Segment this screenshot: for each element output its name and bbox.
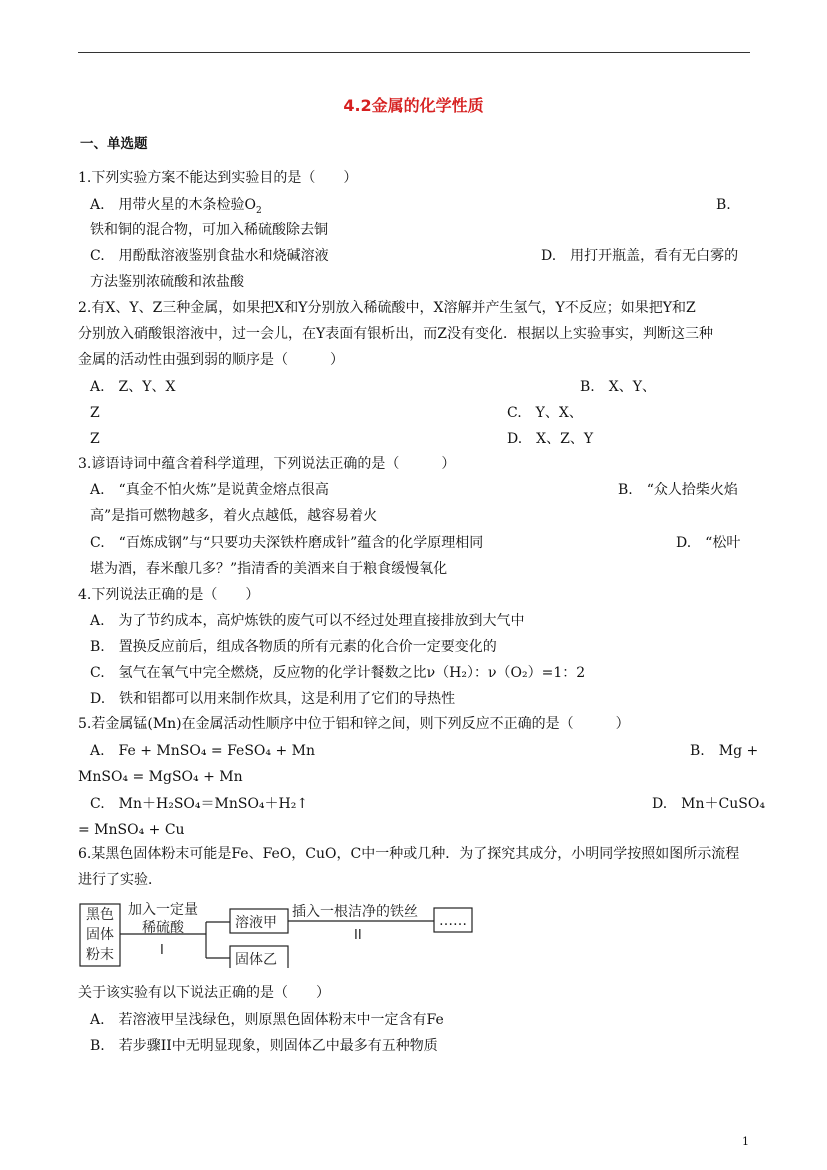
q2-stem-line2: 分别放入硝酸银溶液中，过一会儿，在Y表面有银析出，而Z没有变化．根据以上实验事实，判断这三种 (78, 326, 713, 342)
q3-option-b-cont: 高”是指可燃物越多，着火点越低，越容易着火 (90, 508, 378, 524)
q6-stem-line3: 关于该实验有以下说法正确的是（ ） (78, 985, 330, 1001)
q4-option-d: D. 铁和铝都可以用来制作炊具，这是利用了它们的导热性 (90, 691, 456, 707)
q4-option-a: A. 为了节约成本，高炉炼铁的废气可以不经过处理直接排放到大气中 (90, 613, 525, 629)
q3-option-c: C. “百炼成钢”与“只要功夫深铁杵磨成针”蕴含的化学原理相同 (90, 535, 484, 551)
q2-option-b-cont: Z (90, 405, 100, 421)
solid-b-label: 固体乙 (235, 952, 277, 968)
q2-option-b: B. X、Y、 (580, 379, 656, 395)
step1-reagent-line1: 加入一定量 (128, 902, 198, 918)
solution-a-label: 溶液甲 (235, 915, 277, 931)
q6-stem-line2: 进行了实验． (78, 872, 162, 888)
step2-number: II (354, 928, 362, 943)
box1-line3: 粉末 (86, 947, 114, 963)
q1-option-c: C. 用酚酞溶液鉴别食盐水和烧碱溶液 (90, 248, 329, 264)
q3-stem: 3.谚语诗词中蕴含着科学道理，下列说法正确的是（ ） (78, 456, 456, 472)
q1-option-d: D. 用打开瓶盖，看有无白雾的 (541, 248, 739, 264)
q6-option-b: B. 若步骤II中无明显现象，则固体乙中最多有五种物质 (90, 1038, 438, 1054)
q1-stem: 1.下列实验方案不能达到实验目的是（ ） (78, 170, 358, 186)
ellipsis-label: …… (439, 913, 467, 929)
q1-option-d-cont: 方法鉴别浓硫酸和浓盐酸 (90, 274, 244, 290)
q5-stem: 5.若金属锰(Mn)在金属活动性顺序中位于铝和锌之间，则下列反应不正确的是（ ） (78, 716, 630, 732)
page-title: 4.2金属的化学性质 (343, 96, 484, 115)
q4-stem: 4.下列说法正确的是（ ） (78, 587, 260, 603)
q2-option-a: A. Z、Y、X (90, 379, 176, 395)
box1-line1: 黑色 (86, 907, 114, 923)
q4-option-c: C. 氢气在氧气中完全燃烧，反应物的化学计餐数之比ν（H₂）：ν（O₂）=1：2 (90, 665, 586, 681)
q5-option-a: A. Fe + MnSO₄ = FeSO₄ + Mn (90, 743, 315, 759)
q3-option-d: D. “松叶 (676, 535, 741, 551)
q6-option-a: A. 若溶液甲呈浅绿色，则原黑色固体粉末中一定含有Fe (90, 1012, 444, 1028)
header-rule (78, 52, 750, 53)
step1-number: I (160, 943, 164, 958)
q2-stem-line3: 金属的活动性由强到弱的顺序是（ ） (78, 352, 344, 368)
q5-option-d: D. Mn＋CuSO₄ (652, 796, 765, 812)
q3-option-d-cont: 堪为酒，春米酿几多？”指清香的美酒来自于粮食缓慢氧化 (90, 561, 448, 577)
q2-option-c: C. Y、X、 (507, 405, 583, 421)
q1-option-b-label: B. (716, 197, 731, 213)
q6-stem-line1: 6.某黑色固体粉末可能是Fe、FeO，CuO，C中一种或几种．为了探究其成分，小明同学按照如图所示流程 (78, 846, 740, 862)
q3-option-a: A. “真金不怕火炼”是说黄金熔点很高 (90, 482, 329, 498)
q5-option-d-cont: = MnSO₄ + Cu (78, 822, 185, 838)
q2-stem-line1: 2.有X、Y、Z三种金属，如果把X和Y分别放入稀硫酸中，X溶解并产生氢气，Y不反应；如果把Y和Z (78, 300, 696, 316)
q5-option-c: C. Mn＋H₂SO₄＝MnSO₄＋H₂↑ (90, 796, 309, 812)
q5-option-b: B. Mg + (690, 743, 759, 759)
q4-option-b: B. 置换反应前后，组成各物质的所有元素的化合价一定要变化的 (90, 639, 497, 655)
q2-option-d: D. X、Z、Y (507, 431, 594, 447)
q1-option-b-text: 铁和铜的混合物，可加入稀硫酸除去铜 (90, 222, 328, 238)
experiment-flow-diagram (78, 896, 478, 968)
q5-option-b-cont: MnSO₄ = MgSO₄ + Mn (78, 769, 243, 785)
box1-line2: 固体 (86, 927, 114, 943)
step1-reagent-line2: 稀硫酸 (142, 920, 184, 936)
q3-option-b: B. “众人拾柴火焰 (618, 482, 738, 498)
section-heading: 一、单选题 (80, 136, 148, 152)
step2-reagent: 插入一根洁净的铁丝 (292, 904, 418, 920)
page-number: 1 (742, 1135, 749, 1148)
q2-option-c-cont: Z (90, 431, 100, 447)
q1-option-a: A. 用带火星的木条检验$O_2$ (90, 197, 262, 216)
